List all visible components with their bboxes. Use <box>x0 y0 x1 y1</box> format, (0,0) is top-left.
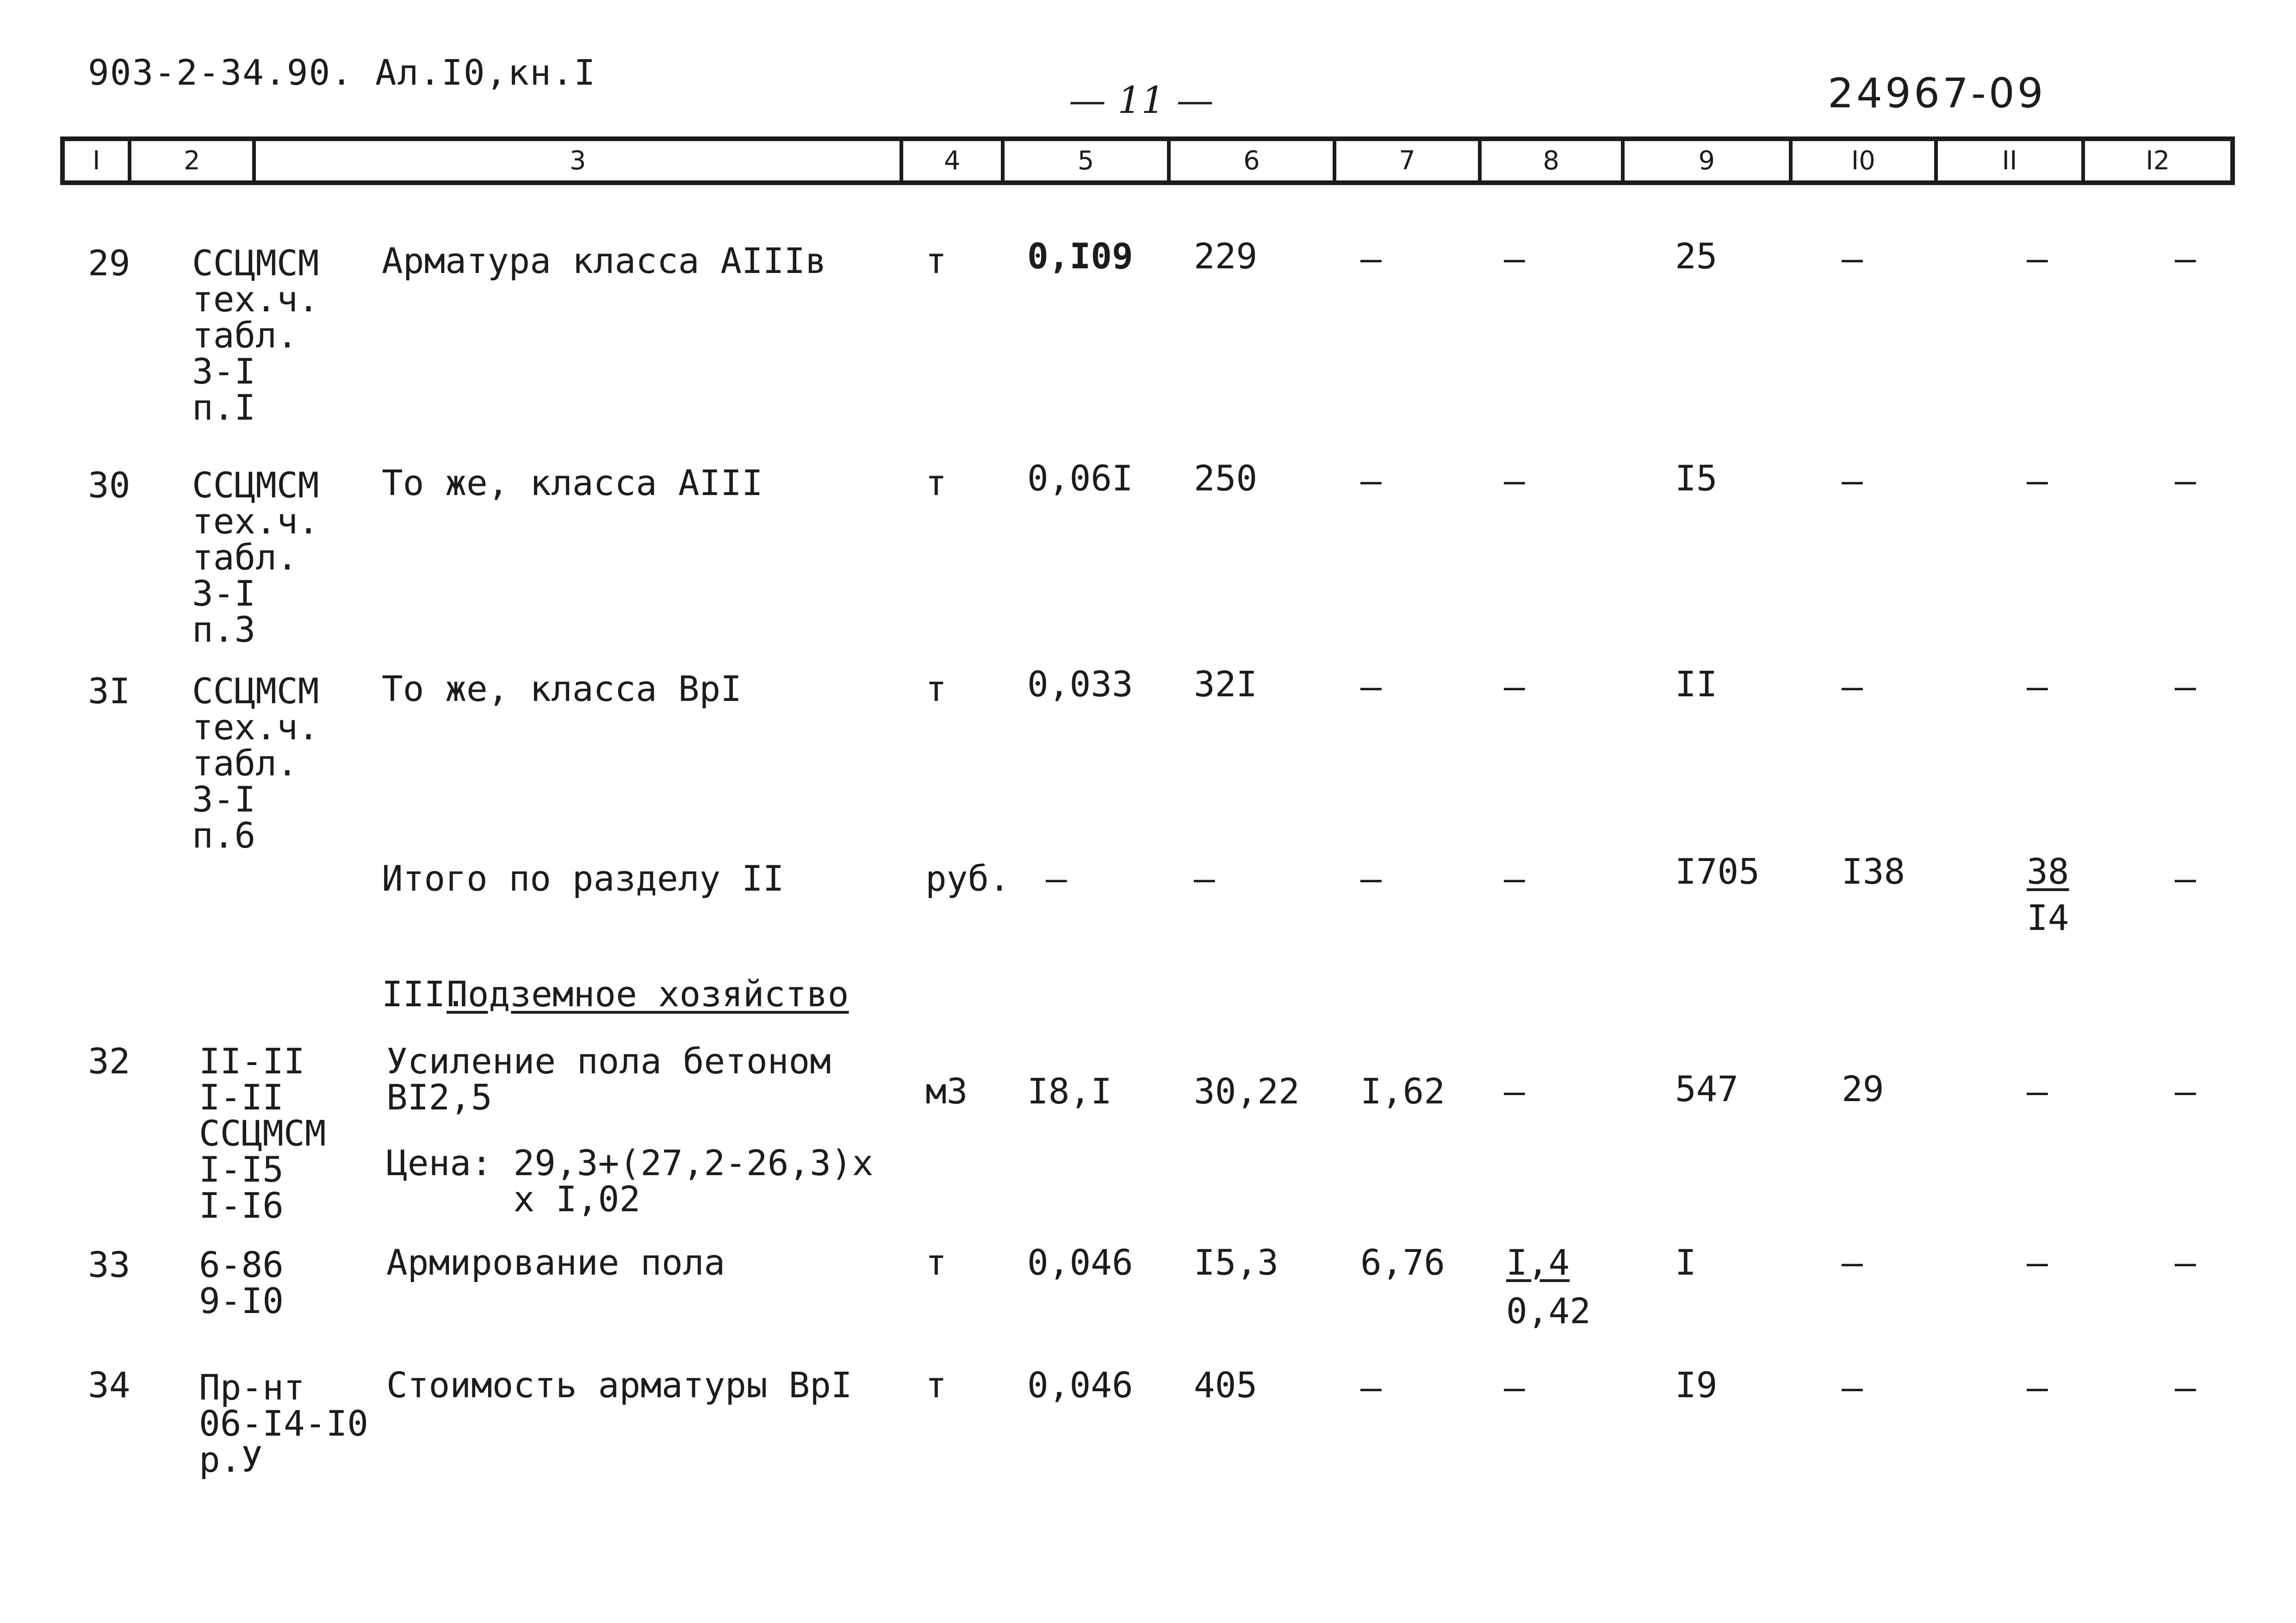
col11-value: – <box>2027 1242 2048 1283</box>
column-header-row <box>60 136 2235 185</box>
col10-value: – <box>1842 1367 1863 1408</box>
col7-value: – <box>1360 1367 1382 1408</box>
col8-value: – <box>1504 1071 1525 1112</box>
unit: т <box>925 1242 947 1283</box>
col11-value: – <box>2027 666 2048 707</box>
col11-value: – <box>2027 238 2048 279</box>
col12-value: – <box>2175 666 2196 707</box>
document-number: 24967-09 <box>1828 69 2046 117</box>
col8-value-top: I,4 <box>1506 1242 1570 1283</box>
row-number: 34 <box>88 1364 130 1406</box>
col10-value: – <box>1842 238 1863 279</box>
col7-value: – <box>1360 238 1382 279</box>
col7-value: I,62 <box>1360 1071 1446 1112</box>
column-header-7: 7 <box>1336 141 1482 180</box>
col7-value: – <box>1360 858 1382 899</box>
unit: т <box>925 1364 947 1406</box>
col11-value: – <box>2027 460 2048 501</box>
section-title: Подземное хозяйство <box>447 973 849 1015</box>
normative-code: ССЦМСМ тех.ч. табл. 3-I п.3 <box>192 465 319 650</box>
column-header-9: 9 <box>1625 141 1793 180</box>
col7-value: 6,76 <box>1360 1242 1446 1283</box>
col12-value: – <box>2175 1242 2196 1283</box>
unit: т <box>925 462 947 503</box>
col10-value: I38 <box>1842 851 1905 892</box>
col10-value: 29 <box>1842 1068 1884 1109</box>
col12-value: – <box>2175 858 2196 899</box>
column-header-6: 6 <box>1171 141 1336 180</box>
col8-value: – <box>1504 238 1525 279</box>
unit-price: I5,3 <box>1194 1242 1279 1283</box>
col11-value-bottom: I4 <box>2027 897 2069 938</box>
col9-value: I705 <box>1675 851 1760 892</box>
col11-value: – <box>2027 1367 2048 1408</box>
column-header-10: I0 <box>1793 141 1938 180</box>
col7-value: – <box>1360 460 1382 501</box>
column-header-3: 3 <box>256 141 903 180</box>
col8-value-bottom: 0,42 <box>1506 1290 1591 1332</box>
col9-value: I9 <box>1675 1364 1718 1406</box>
page-number: — 11 — <box>1069 79 1214 122</box>
normative-code: II-II I-II ССЦМСМ I-I5 I-I6 <box>199 1041 326 1226</box>
normative-code: ССЦМСМ тех.ч. табл. 3-I п.6 <box>192 670 319 856</box>
unit-price: – <box>1194 858 1215 899</box>
col10-value: – <box>1842 460 1863 501</box>
column-header-4: 4 <box>903 141 1005 180</box>
quantity: – <box>1046 858 1067 899</box>
unit: т <box>925 240 947 281</box>
column-header-11: II <box>1938 141 2085 180</box>
quantity: 0,06I <box>1027 458 1133 499</box>
normative-code: Пр-нт 06-I4-I0 р.У <box>199 1367 369 1480</box>
quantity: I8,I <box>1027 1071 1112 1112</box>
column-header-1: I <box>65 141 131 180</box>
unit: м3 <box>925 1071 968 1112</box>
col9-value: I <box>1675 1242 1696 1283</box>
quantity: 0,I09 <box>1027 235 1133 277</box>
item-name: Армирование пола <box>386 1242 726 1283</box>
price-formula: Цена: 29,3+(27,2-26,3)x x I,02 <box>386 1142 874 1220</box>
unit-price: 250 <box>1194 458 1258 499</box>
item-name: То же, класса АIII <box>382 462 763 503</box>
col11-value-top: 38 <box>2027 851 2069 892</box>
col8-value: – <box>1504 666 1525 707</box>
column-header-2: 2 <box>131 141 256 180</box>
row-number: 32 <box>88 1041 130 1082</box>
unit-price: 32I <box>1194 663 1258 705</box>
column-header-5: 5 <box>1005 141 1170 180</box>
row-number: 29 <box>88 242 130 284</box>
subtotal-label: Итого по разделу II <box>382 858 784 899</box>
quantity: 0,046 <box>1027 1242 1133 1283</box>
col9-value: 25 <box>1675 235 1718 277</box>
item-name: Стоимость арматуры ВрI <box>386 1364 852 1406</box>
normative-code: 6-86 9-I0 <box>199 1244 284 1321</box>
col12-value: – <box>2175 1071 2196 1112</box>
unit-price: 229 <box>1194 235 1258 277</box>
unit: руб. <box>925 858 1011 899</box>
col8-value: – <box>1504 1367 1525 1408</box>
unit-price: 30,22 <box>1194 1071 1300 1112</box>
section-number: III. <box>382 973 467 1015</box>
col8-value: – <box>1504 460 1525 501</box>
col9-value: II <box>1675 663 1718 705</box>
column-header-12: I2 <box>2146 146 2170 176</box>
quantity: 0,046 <box>1027 1364 1133 1406</box>
row-number: 3I <box>88 670 130 712</box>
item-name: Усиление пола бетоном ВI2,5 <box>386 1041 831 1118</box>
row-number: 30 <box>88 465 130 506</box>
col12-value: – <box>2175 460 2196 501</box>
col11-value: – <box>2027 1071 2048 1112</box>
col10-value: – <box>1842 1242 1863 1283</box>
col7-value: – <box>1360 666 1382 707</box>
row-number: 33 <box>88 1244 130 1285</box>
col8-value: – <box>1504 858 1525 899</box>
unit: т <box>925 668 947 709</box>
normative-code: ССЦМСМ тех.ч. табл. 3-I п.I <box>192 242 319 428</box>
col9-value: I5 <box>1675 458 1718 499</box>
column-header-8: 8 <box>1482 141 1625 180</box>
item-name: Арматура класса АIIIв <box>382 240 826 281</box>
item-name: То же, класса ВрI <box>382 668 742 709</box>
quantity: 0,033 <box>1027 663 1133 705</box>
col12-value: – <box>2175 1367 2196 1408</box>
document-code: 903-2-34.90. Ал.I0,кн.I <box>88 52 596 93</box>
col12-value: – <box>2175 238 2196 279</box>
col10-value: – <box>1842 666 1863 707</box>
col9-value: 547 <box>1675 1068 1739 1109</box>
unit-price: 405 <box>1194 1364 1258 1406</box>
